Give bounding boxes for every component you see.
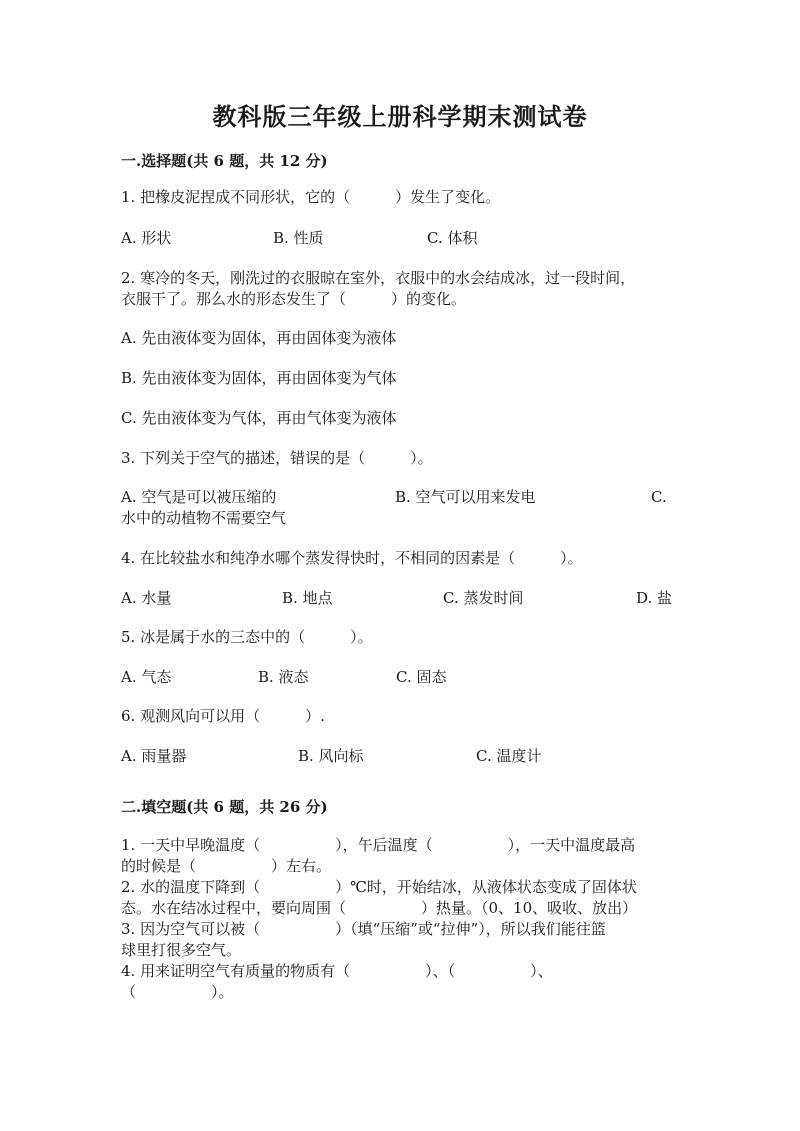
q2-option-b: B. 先由液体变为固体，再由固体变为气体	[121, 369, 397, 387]
fill-line-2: 的时候是（ ）左右。	[121, 857, 332, 875]
fill-line-1: 1. 一天中早晚温度（ ），午后温度（ ），一天中温度最高	[121, 836, 636, 854]
page-title: 教科版三年级上册科学期末测试卷	[212, 102, 588, 131]
fill-line-7: 4. 用来证明空气有质量的物质有（ ）、（ ）、	[121, 962, 553, 980]
q4-option-c: C. 蒸发时间	[443, 589, 524, 607]
q5-option-a: A. 气态	[121, 668, 172, 686]
q2-option-a: A. 先由液体变为固体，再由固体变为液体	[121, 329, 397, 347]
q4-option-d: D. 盐	[636, 589, 673, 607]
q3-option-c-text: 水中的动植物不需要空气	[121, 509, 287, 527]
q6-option-c: C. 温度计	[476, 747, 542, 765]
question-4: 4. 在比较盐水和纯净水哪个蒸发得快时，不相同的因素是（ ）。	[121, 549, 583, 567]
fill-line-8: （ ）。	[121, 983, 234, 1001]
q6-option-a: A. 雨量器	[121, 747, 187, 765]
q5-option-c: C. 固态	[396, 668, 447, 686]
q5-option-b: B. 液态	[258, 668, 309, 686]
question-1: 1. 把橡皮泥捏成不同形状，它的（ ）发生了变化。	[121, 188, 501, 206]
fill-line-5: 3. 因为空气可以被（ ）（填“压缩”或“拉伸”），所以我们能往篮	[121, 920, 606, 938]
question-3: 3. 下列关于空气的描述，错误的是（ ）。	[121, 449, 433, 467]
q4-option-b: B. 地点	[282, 589, 333, 607]
question-6: 6. 观测风向可以用（ ）.	[121, 707, 325, 725]
q3-option-c-label: C.	[651, 488, 667, 506]
fill-line-3: 2. 水的温度下降到（ ）℃时，开始结冰，从液体状态变成了固体状	[121, 878, 637, 896]
question-5: 5. 冰是属于水的三态中的（ ）。	[121, 628, 373, 646]
question-2-line-1: 2. 寒冷的冬天，刚洗过的衣服晾在室外，衣服中的水会结成冰，过一段时间，	[121, 269, 636, 287]
section-heading-choice: 一.选择题(共 6 题，共 12 分)	[121, 152, 328, 170]
q6-option-b: B. 风向标	[298, 747, 364, 765]
q3-option-b: B. 空气可以用来发电	[395, 488, 536, 506]
q1-option-b: B. 性质	[273, 229, 324, 247]
q1-option-c: C. 体积	[427, 229, 478, 247]
q2-option-c: C. 先由液体变为气体，再由气体变为液体	[121, 409, 397, 427]
q1-option-a: A. 形状	[121, 229, 172, 247]
fill-line-6: 球里打很多空气。	[121, 941, 242, 959]
question-2-line-2: 衣服干了。那么水的形态发生了（ ）的变化。	[121, 290, 467, 308]
q4-option-a: A. 水量	[121, 589, 172, 607]
section-heading-fill: 二.填空题(共 6 题，共 26 分)	[121, 798, 328, 816]
q3-option-a: A. 空气是可以被压缩的	[121, 488, 277, 506]
fill-line-4: 态。水在结冰过程中，要向周围（ ）热量。（0、10、吸收、放出）	[121, 899, 638, 917]
